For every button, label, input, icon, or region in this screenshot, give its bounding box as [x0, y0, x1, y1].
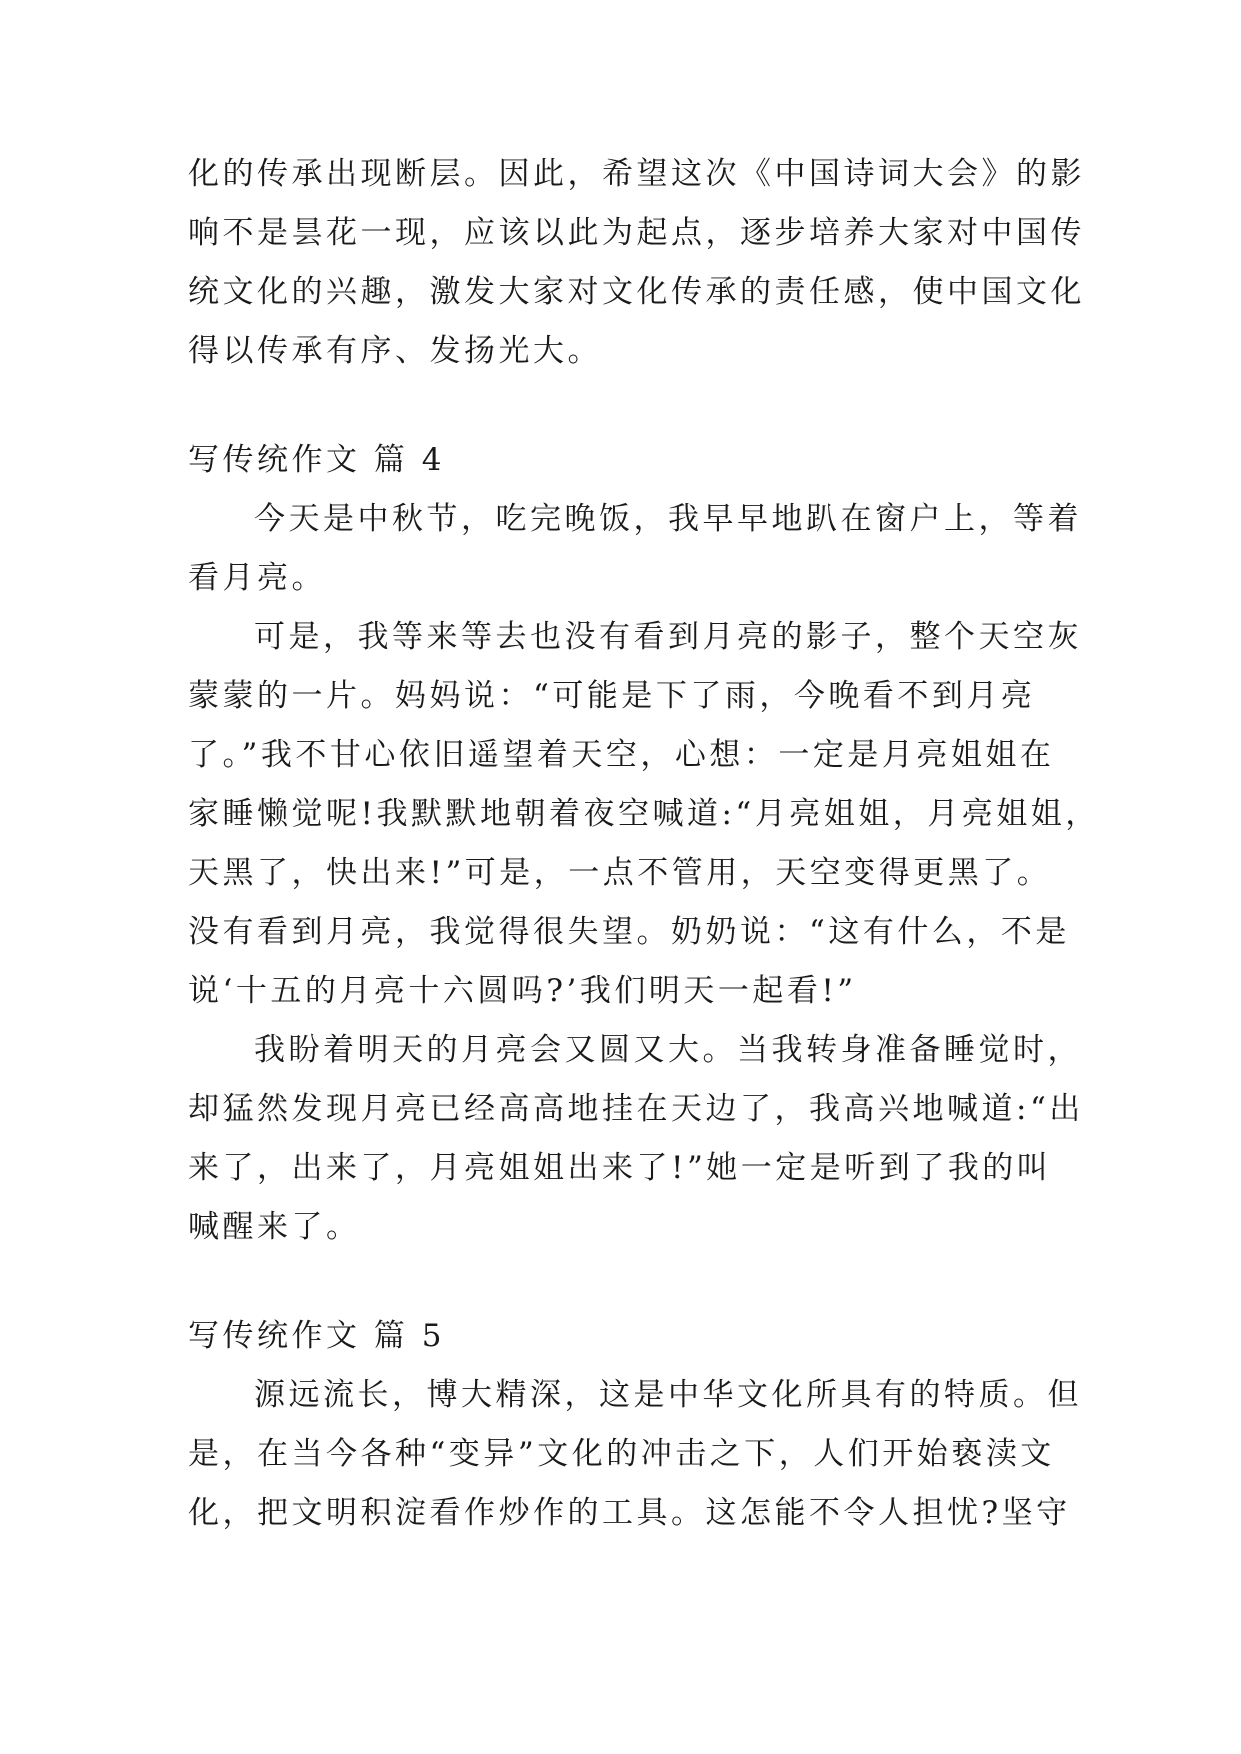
text-line: 蒙蒙的一片。妈妈说：“可能是下了雨，今晚看不到月亮 — [188, 678, 1036, 714]
paragraph — [188, 1366, 1082, 1543]
text-line: 化的传承出现断层。因此，希望这次《中国诗词大会》的影 — [188, 156, 1085, 192]
paragraph — [188, 1021, 1084, 1257]
text-line: 家睡懒觉呢!我默默地朝着夜空喊道:“月亮姐姐，月亮姐姐， — [188, 796, 1100, 832]
text-line: 来了，出来了，月亮姐姐出来了!”她一定是听到了我的叫 — [188, 1150, 1052, 1186]
text-line: 是，在当今各种“变异”文化的冲击之下，人们开始亵渎文 — [188, 1436, 1055, 1472]
text-line: 看月亮。 — [188, 560, 326, 596]
section-heading: 写传统作文 篇 5 — [188, 1318, 445, 1354]
intro-paragraph — [188, 145, 1085, 381]
text-line: 没有看到月亮，我觉得很失望。奶奶说：“这有什么，不是 — [188, 914, 1070, 950]
section-gap — [188, 381, 1068, 431]
text-line: 可是，我等来等去也没有看到月亮的影子，整个天空灰 — [254, 619, 1082, 655]
text-line: 了。”我不甘心依旧遥望着天空，心想：一定是月亮姐姐在 — [188, 737, 1055, 773]
text-line: 说‘十五的月亮十六圆吗?’我们明天一起看!” — [188, 973, 857, 1009]
text-line: 统文化的兴趣，激发大家对文化传承的责任感，使中国文化 — [188, 274, 1085, 310]
text-line: 喊醒来了。 — [188, 1209, 361, 1245]
text-line: 得以传承有序、发扬光大。 — [188, 333, 602, 369]
section-heading: 写传统作文 篇 4 — [188, 442, 445, 478]
text-line: 响不是昙花一现，应该以此为起点，逐步培养大家对中国传 — [188, 215, 1085, 251]
section-5 — [188, 1307, 1082, 1543]
text-line: 却猛然发现月亮已经高高地挂在天边了，我高兴地喊道:“出 — [188, 1091, 1084, 1127]
text-line: 我盼着明天的月亮会又圆又大。当我转身准备睡觉时， — [254, 1032, 1082, 1068]
section-gap — [188, 1257, 1068, 1307]
text-line: 化，把文明积淀看作炒作的工具。这怎能不令人担忧?坚守 — [188, 1495, 1071, 1531]
paragraph — [188, 608, 1100, 1021]
text-line: 源远流长，博大精深，这是中华文化所具有的特质。但 — [254, 1377, 1082, 1413]
paragraph — [188, 490, 1082, 608]
text-column — [188, 145, 1100, 1543]
section-4 — [188, 431, 1100, 1257]
text-line: 今天是中秋节，吃完晚饭，我早早地趴在窗户上，等着 — [254, 501, 1082, 537]
text-line: 天黑了，快出来!”可是，一点不管用，天空变得更黑了。 — [188, 855, 1052, 891]
